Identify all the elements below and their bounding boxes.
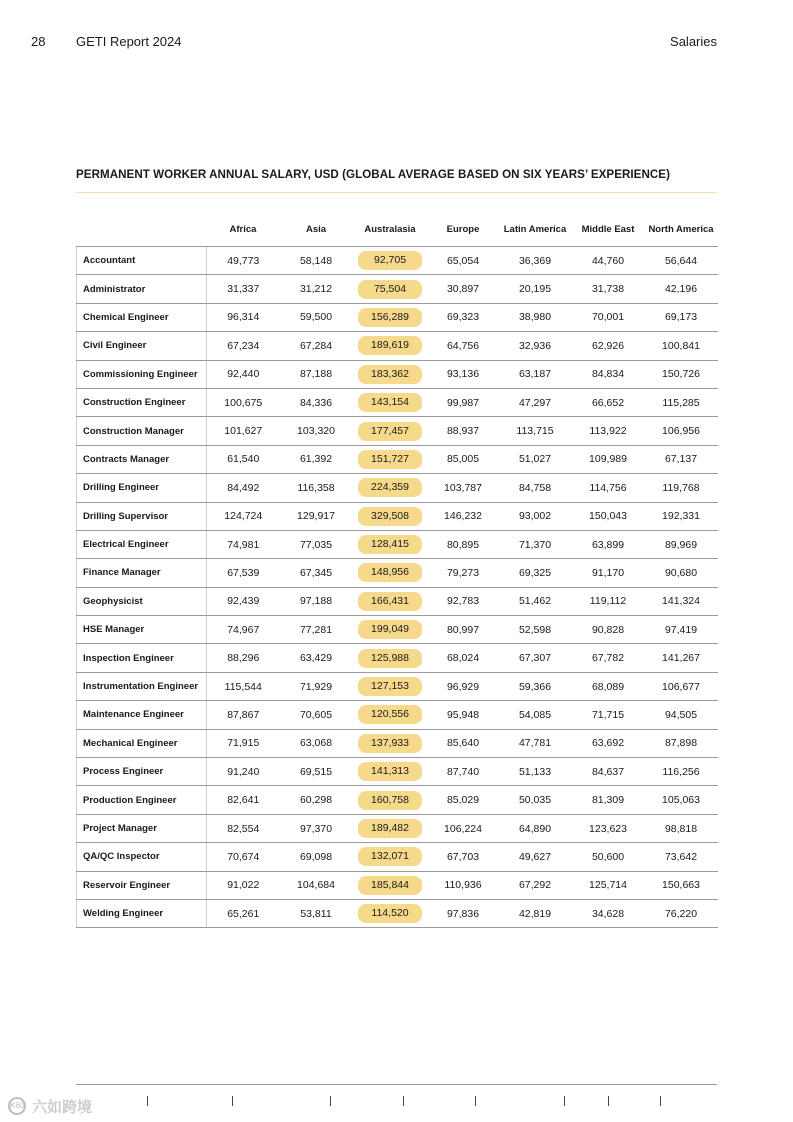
salary-cell: 119,112 [572,587,645,615]
salary-cell: 76,220 [645,899,718,927]
salary-cell: 100,841 [645,332,718,360]
salary-cell: 97,188 [280,587,353,615]
salary-cell: 50,600 [572,843,645,871]
table-row [77,786,718,814]
salary-cell: 141,267 [645,644,718,672]
watermark [8,1096,92,1116]
salary-cell: 65,261 [207,899,280,927]
salary-cell: 116,358 [280,474,353,502]
salary-cell: 36,369 [499,247,572,275]
footer-tick [403,1096,404,1106]
table-row [77,814,718,842]
salary-cell: 150,726 [645,360,718,388]
column-header: Latin America [499,213,572,247]
report-title: GETI Report 2024 [76,34,182,49]
highlighted-salary: 125,988 [358,649,422,668]
column-header: Australasia [353,213,428,247]
role-name: Instrumentation Engineer [77,672,207,700]
salary-cell: 103,787 [428,474,499,502]
salary-cell: 106,224 [428,814,499,842]
salary-cell: 59,500 [280,303,353,331]
salary-cell [353,672,428,700]
table-row [77,417,718,445]
salary-cell: 63,429 [280,644,353,672]
table-row [77,616,718,644]
salary-cell: 125,714 [572,871,645,899]
footer-tick [232,1096,233,1106]
highlighted-salary: 189,619 [358,336,422,355]
column-header: Asia [280,213,353,247]
table-row [77,388,718,416]
salary-cell: 116,256 [645,758,718,786]
salary-cell: 87,867 [207,701,280,729]
salary-table [76,213,718,928]
highlighted-salary: 141,313 [358,762,422,781]
table-row [77,871,718,899]
salary-cell [353,530,428,558]
salary-cell [353,644,428,672]
table-row [77,758,718,786]
salary-cell: 63,899 [572,530,645,558]
salary-cell: 84,758 [499,474,572,502]
salary-cell: 106,677 [645,672,718,700]
salary-cell: 150,043 [572,502,645,530]
table-row [77,247,718,275]
table-title: PERMANENT WORKER ANNUAL SALARY, USD (GLOBAL AVERAGE BASED ON SIX YEARS’ EXPERIENCE) [76,168,670,181]
highlighted-salary: 185,844 [358,876,422,895]
salary-cell: 34,628 [572,899,645,927]
table-row [77,843,718,871]
table-row [77,275,718,303]
salary-cell: 68,089 [572,672,645,700]
highlighted-salary: 92,705 [358,251,422,270]
salary-cell: 71,915 [207,729,280,757]
footer-tick [330,1096,331,1106]
salary-cell: 51,133 [499,758,572,786]
role-name: Process Engineer [77,758,207,786]
highlighted-salary: 132,071 [358,847,422,866]
salary-cell: 70,674 [207,843,280,871]
watermark-text: 六如跨境 [32,1098,93,1116]
salary-cell [353,616,428,644]
salary-cell: 91,240 [207,758,280,786]
salary-cell: 71,370 [499,530,572,558]
highlighted-salary: 143,154 [358,393,422,412]
highlighted-salary: 151,727 [358,450,422,469]
highlighted-salary: 160,758 [358,791,422,810]
salary-cell: 113,715 [499,417,572,445]
table-row [77,899,718,927]
salary-cell: 74,981 [207,530,280,558]
salary-cell [353,388,428,416]
salary-cell: 61,540 [207,445,280,473]
role-name: Accountant [77,247,207,275]
salary-cell: 84,637 [572,758,645,786]
role-name: Inspection Engineer [77,644,207,672]
salary-cell: 42,196 [645,275,718,303]
salary-cell: 84,834 [572,360,645,388]
salary-cell: 47,297 [499,388,572,416]
salary-cell: 62,926 [572,332,645,360]
salary-cell: 74,967 [207,616,280,644]
salary-cell: 54,085 [499,701,572,729]
salary-cell: 82,641 [207,786,280,814]
salary-cell: 98,818 [645,814,718,842]
salary-cell [353,247,428,275]
role-name: Construction Manager [77,417,207,445]
salary-cell: 51,462 [499,587,572,615]
salary-cell: 67,137 [645,445,718,473]
salary-cell: 85,005 [428,445,499,473]
salary-cell: 56,644 [645,247,718,275]
salary-cell: 101,627 [207,417,280,445]
role-name: Mechanical Engineer [77,729,207,757]
salary-cell: 68,024 [428,644,499,672]
salary-cell: 100,675 [207,388,280,416]
salary-cell [353,332,428,360]
highlighted-salary: 224,359 [358,478,422,497]
page-number: 28 [31,34,46,49]
salary-cell: 84,492 [207,474,280,502]
salary-cell: 93,136 [428,360,499,388]
table-row [77,360,718,388]
salary-cell [353,303,428,331]
salary-cell: 124,724 [207,502,280,530]
salary-cell: 30,897 [428,275,499,303]
salary-cell: 79,273 [428,559,499,587]
salary-cell: 93,002 [499,502,572,530]
role-name: Construction Engineer [77,388,207,416]
salary-cell: 69,173 [645,303,718,331]
column-header: North America [645,213,718,247]
salary-cell: 67,782 [572,644,645,672]
salary-cell: 95,948 [428,701,499,729]
salary-cell [353,474,428,502]
salary-cell: 91,170 [572,559,645,587]
salary-cell [353,360,428,388]
salary-cell: 49,773 [207,247,280,275]
salary-cell: 106,956 [645,417,718,445]
salary-cell: 77,035 [280,530,353,558]
salary-cell: 92,440 [207,360,280,388]
salary-cell: 67,703 [428,843,499,871]
role-name: Finance Manager [77,559,207,587]
salary-cell: 115,285 [645,388,718,416]
salary-cell: 80,997 [428,616,499,644]
footer-tick [147,1096,148,1106]
salary-cell: 129,917 [280,502,353,530]
highlighted-salary: 177,457 [358,422,422,441]
salary-cell: 84,336 [280,388,353,416]
highlighted-salary: 75,504 [358,280,422,299]
salary-cell: 59,366 [499,672,572,700]
salary-cell [353,814,428,842]
salary-cell: 53,811 [280,899,353,927]
salary-cell [353,786,428,814]
salary-cell: 115,544 [207,672,280,700]
table-row [77,474,718,502]
salary-cell [353,871,428,899]
column-header: Europe [428,213,499,247]
salary-cell: 60,298 [280,786,353,814]
salary-cell: 50,035 [499,786,572,814]
table-body [77,247,718,928]
salary-cell: 70,605 [280,701,353,729]
salary-cell: 92,439 [207,587,280,615]
salary-cell: 31,337 [207,275,280,303]
page-header [0,34,793,52]
highlighted-salary: 189,482 [358,819,422,838]
highlighted-salary: 127,153 [358,677,422,696]
table-row [77,445,718,473]
salary-cell [353,275,428,303]
role-name: Drilling Engineer [77,474,207,502]
highlighted-salary: 128,415 [358,535,422,554]
role-name: HSE Manager [77,616,207,644]
salary-cell: 52,598 [499,616,572,644]
salary-cell: 114,756 [572,474,645,502]
salary-cell [353,729,428,757]
section-label: Salaries [670,34,717,49]
salary-cell: 80,895 [428,530,499,558]
salary-cell: 90,680 [645,559,718,587]
role-name: Maintenance Engineer [77,701,207,729]
role-name: Reservoir Engineer [77,871,207,899]
column-header: Middle East [572,213,645,247]
role-name: Project Manager [77,814,207,842]
footer-divider [76,1084,717,1085]
salary-cell: 31,738 [572,275,645,303]
salary-cell: 31,212 [280,275,353,303]
salary-cell: 64,756 [428,332,499,360]
salary-cell: 71,929 [280,672,353,700]
salary-cell: 88,296 [207,644,280,672]
table-row [77,729,718,757]
salary-cell: 103,320 [280,417,353,445]
salary-cell: 69,515 [280,758,353,786]
salary-cell: 61,392 [280,445,353,473]
salary-cell [353,587,428,615]
role-name: Electrical Engineer [77,530,207,558]
salary-cell: 109,989 [572,445,645,473]
salary-cell: 97,370 [280,814,353,842]
table-row [77,559,718,587]
salary-cell: 81,309 [572,786,645,814]
salary-cell: 42,819 [499,899,572,927]
role-name: Drilling Supervisor [77,502,207,530]
highlighted-salary: 183,362 [358,365,422,384]
salary-cell: 104,684 [280,871,353,899]
table-row [77,530,718,558]
salary-cell: 90,828 [572,616,645,644]
role-column-header [77,213,207,247]
salary-cell: 47,781 [499,729,572,757]
salary-cell: 77,281 [280,616,353,644]
salary-cell [353,843,428,871]
role-name: Commissioning Engineer [77,360,207,388]
salary-cell: 141,324 [645,587,718,615]
role-name: Contracts Manager [77,445,207,473]
footer-tick [475,1096,476,1106]
role-name: Welding Engineer [77,899,207,927]
salary-cell: 67,234 [207,332,280,360]
salary-cell: 73,642 [645,843,718,871]
salary-cell [353,758,428,786]
salary-cell: 89,969 [645,530,718,558]
role-name: Production Engineer [77,786,207,814]
salary-cell: 97,836 [428,899,499,927]
salary-cell: 96,314 [207,303,280,331]
salary-cell: 119,768 [645,474,718,502]
salary-cell: 63,692 [572,729,645,757]
salary-cell: 96,929 [428,672,499,700]
salary-cell: 113,922 [572,417,645,445]
salary-cell: 94,505 [645,701,718,729]
salary-cell: 69,325 [499,559,572,587]
table-row [77,644,718,672]
salary-cell: 71,715 [572,701,645,729]
salary-cell: 66,652 [572,388,645,416]
salary-cell: 97,419 [645,616,718,644]
salary-cell: 99,987 [428,388,499,416]
salary-cell: 44,760 [572,247,645,275]
salary-cell: 51,027 [499,445,572,473]
table-row [77,303,718,331]
highlighted-salary: 120,556 [358,705,422,724]
salary-cell [353,559,428,587]
salary-cell: 69,323 [428,303,499,331]
salary-cell: 146,232 [428,502,499,530]
salary-cell: 49,627 [499,843,572,871]
salary-cell: 64,890 [499,814,572,842]
salary-cell: 88,937 [428,417,499,445]
salary-cell: 150,663 [645,871,718,899]
table-row [77,701,718,729]
salary-cell: 67,345 [280,559,353,587]
highlighted-salary: 148,956 [358,563,422,582]
salary-cell: 63,068 [280,729,353,757]
salary-cell: 20,195 [499,275,572,303]
salary-cell: 110,936 [428,871,499,899]
salary-cell [353,445,428,473]
footer-tick [660,1096,661,1106]
table-row [77,502,718,530]
salary-cell: 67,292 [499,871,572,899]
role-name: QA/QC Inspector [77,843,207,871]
salary-cell [353,899,428,927]
column-header: Africa [207,213,280,247]
table-row [77,587,718,615]
salary-cell: 123,623 [572,814,645,842]
salary-cell [353,701,428,729]
table-row [77,672,718,700]
salary-cell: 38,980 [499,303,572,331]
role-name: Civil Engineer [77,332,207,360]
footer-tick [564,1096,565,1106]
role-name: Geophysicist [77,587,207,615]
salary-cell: 87,898 [645,729,718,757]
salary-cell: 67,307 [499,644,572,672]
role-name: Chemical Engineer [77,303,207,331]
salary-cell: 63,187 [499,360,572,388]
highlighted-salary: 329,508 [358,507,422,526]
salary-cell: 82,554 [207,814,280,842]
salary-cell: 67,539 [207,559,280,587]
table-row [77,332,718,360]
salary-cell: 85,029 [428,786,499,814]
salary-cell: 58,148 [280,247,353,275]
salary-cell: 92,783 [428,587,499,615]
salary-cell: 87,188 [280,360,353,388]
salary-cell: 91,022 [207,871,280,899]
salary-cell: 105,063 [645,786,718,814]
highlighted-salary: 166,431 [358,592,422,611]
highlighted-salary: 137,933 [358,734,422,753]
salary-cell: 65,054 [428,247,499,275]
highlighted-salary: 156,289 [358,308,422,327]
salary-cell: 192,331 [645,502,718,530]
salary-cell [353,417,428,445]
footer-tick [608,1096,609,1106]
salary-cell: 32,936 [499,332,572,360]
salary-cell: 70,001 [572,303,645,331]
highlighted-salary: 199,049 [358,620,422,639]
salary-cell: 87,740 [428,758,499,786]
salary-cell: 69,098 [280,843,353,871]
table-header-row [77,213,718,247]
highlighted-salary: 114,520 [358,904,422,923]
role-name: Administrator [77,275,207,303]
salary-cell: 67,284 [280,332,353,360]
title-divider [76,192,717,193]
salary-cell: 85,640 [428,729,499,757]
salary-cell [353,502,428,530]
watermark-logo-icon: K60 [8,1097,26,1115]
